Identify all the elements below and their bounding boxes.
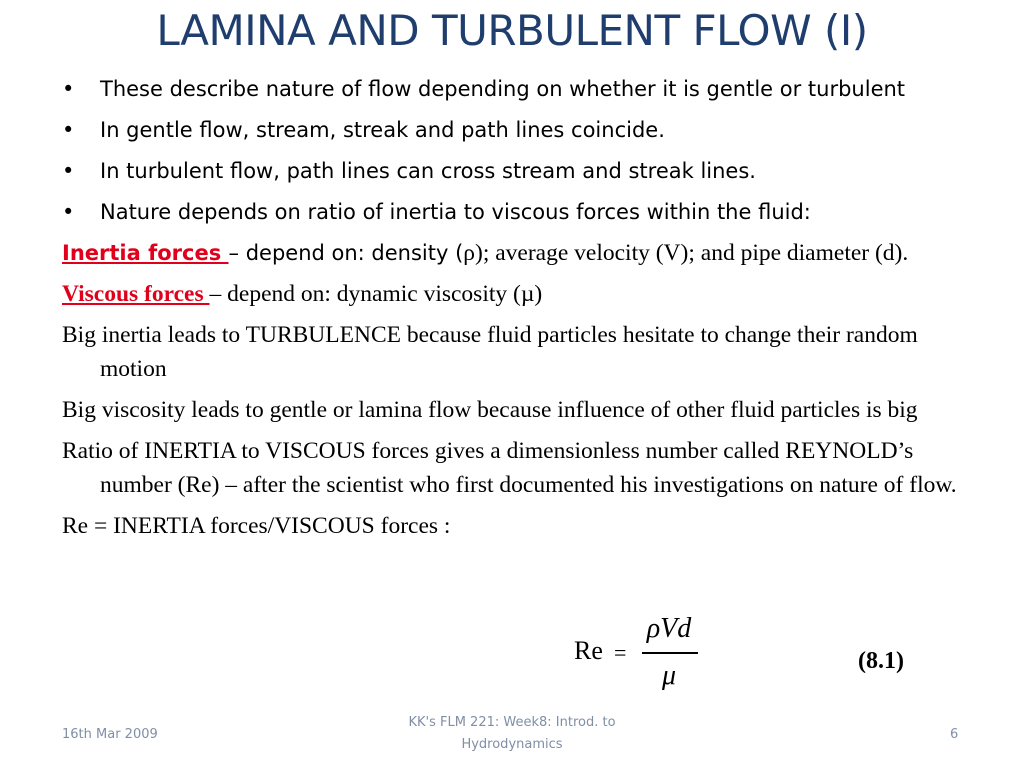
paragraph-text: Ratio of INERTIA to VISCOUS forces gives a dimensionless number called REYNOLD’s number (Re) – after the scientist who first documented his investigations on nature of flow. xyxy=(62,438,957,498)
bullet-marker: • xyxy=(62,118,75,142)
bullet-marker: • xyxy=(62,200,75,224)
inertia-forces-line xyxy=(62,236,962,270)
footer-page-number: 6 xyxy=(950,727,959,742)
bullet-marker: • xyxy=(62,159,75,183)
bullet-item xyxy=(62,72,962,106)
equation-lhs: Re xyxy=(574,636,603,665)
slide-body xyxy=(62,72,962,550)
equation-numerator: ρVd xyxy=(646,613,692,644)
equation-denominator: μ xyxy=(661,660,677,691)
viscous-forces-line xyxy=(62,277,962,311)
equation-number: (8.1) xyxy=(858,648,904,674)
footer-date: 16th Mar 2009 xyxy=(62,727,158,742)
slide-title: LAMINA AND TURBULENT FLOW (I) xyxy=(156,6,868,55)
reynolds-equation-line: Re = INERTIA forces/VISCOUS forces : xyxy=(62,513,451,539)
bullet-marker: • xyxy=(62,77,75,101)
bullet-text: In gentle flow, stream, streak and path lines coincide. xyxy=(100,118,665,142)
equation-equals: = xyxy=(614,640,627,665)
paragraph-text: Big inertia leads to TURBULENCE because fluid particles hesitate to change their random motion xyxy=(62,322,918,382)
bullet-item xyxy=(62,113,962,147)
bullet-text: Nature depends on ratio of inertia to viscous forces within the fluid: xyxy=(100,200,811,224)
inertia-forces-label: Inertia forces xyxy=(62,241,229,265)
inertia-forces-dash: – depend on: density ( xyxy=(228,241,464,265)
viscous-forces-text: – depend on: dynamic viscosity (µ) xyxy=(209,281,543,307)
bullet-item xyxy=(62,195,962,229)
bullet-text: These describe nature of flow depending on whether it is gentle or turbulent xyxy=(100,77,906,101)
bullet-item xyxy=(62,154,962,188)
viscous-forces-label: Viscous forces xyxy=(62,281,210,307)
footer-course: KK's FLM 221: Week8: Introd. to Hydrodynamics xyxy=(408,715,616,752)
paragraph-text: Big viscosity leads to gentle or lamina flow because influence of other fluid particles is big xyxy=(62,397,918,423)
fraction-bar xyxy=(642,652,698,654)
bullet-text: In turbulent flow, path lines can cross stream and streak lines. xyxy=(100,159,756,183)
inertia-forces-text: ρ); average velocity (V); and pipe diameter (d). xyxy=(463,240,909,266)
